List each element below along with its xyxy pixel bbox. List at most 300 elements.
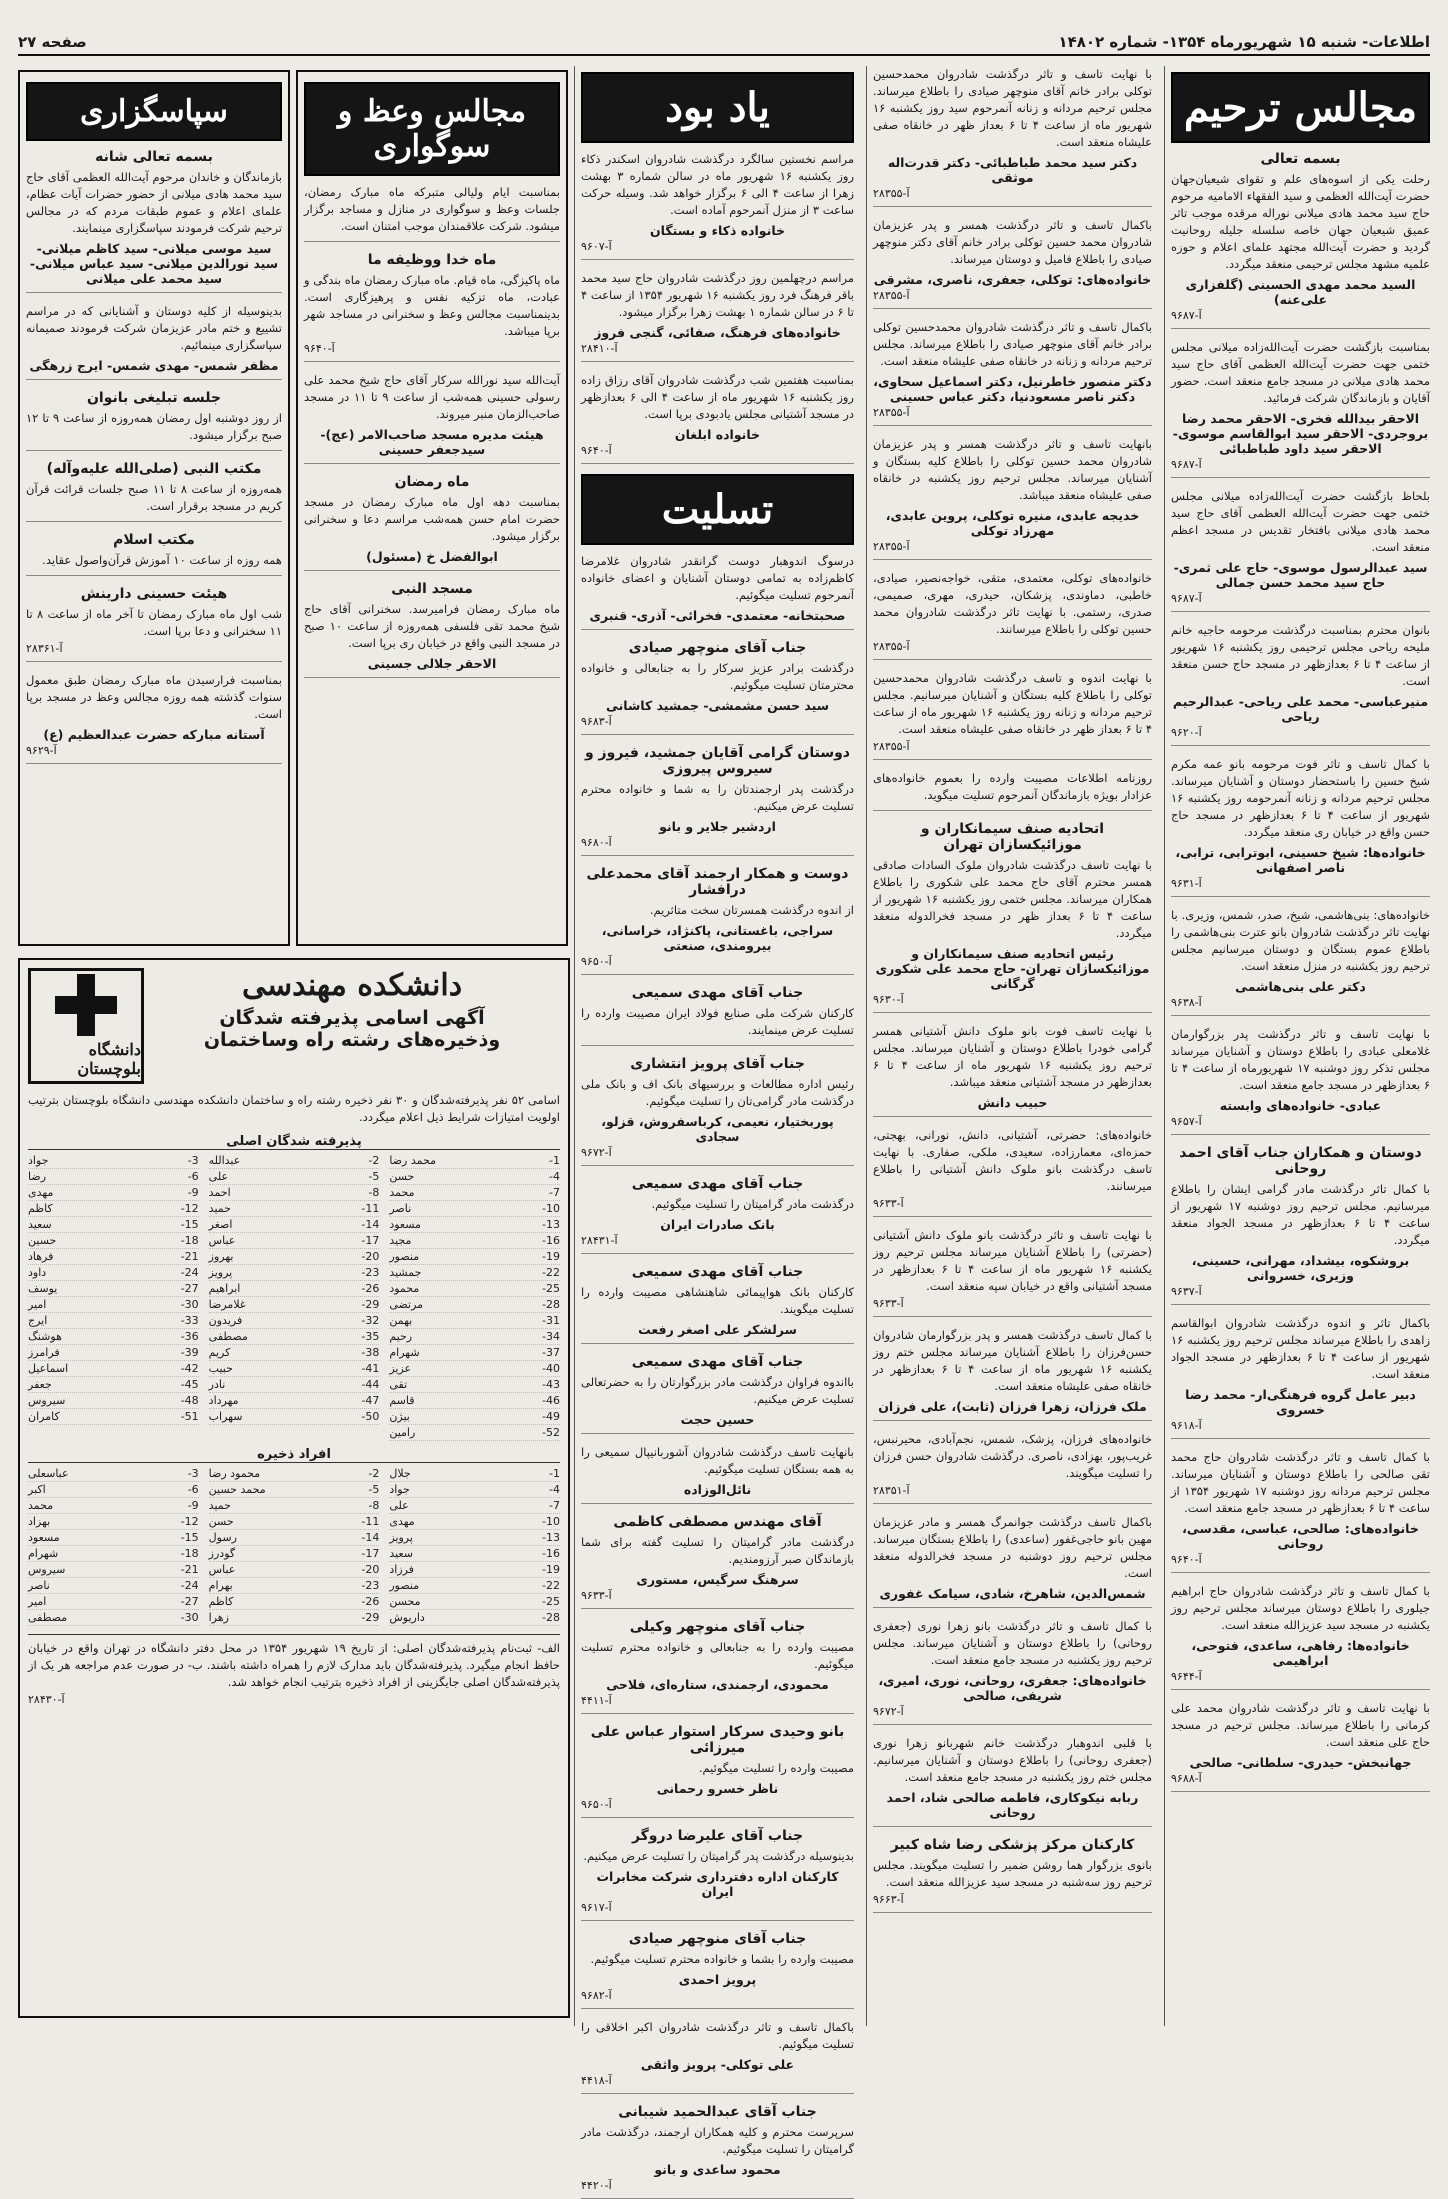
notice-signature: خانواده‌های: توکلی، جعفری، ناصری، مشرقی [873,272,1152,287]
notice [26,390,282,451]
notice-signature: خانواده‌های: صالحی، عباسی، مقدسی، روحانی [1182,1521,1419,1551]
row-number: 20- [361,1563,380,1576]
notice-code: آ-۲۸۳۵۵ [873,289,910,302]
person-name: بهرام [208,1579,233,1592]
notice-title: جناب آقای منوچهر صیادی [628,640,807,656]
person-name: قاسم [389,1394,415,1407]
notice-body: با کمال تاسف و تاثر درگذشت شادروان حاج ابراهیم جیلوری را باطلاع دوستان میرساند مجلس ترحیم روز یکشنبه در مسجد سید عزیزالله منعقد است. [1171,1584,1430,1632]
notice-code: آ-۹۶۳۳ [581,1589,612,1602]
name-row [28,1329,199,1345]
notice-body: خانواده‌های فرزان، پزشک، شمس، نجم‌آبادی، محیرنبس، غریب‌پور، بهزادی، ناصری. درگذشت شادروان حسن فرزان را تسلیت میگویند. [873,1432,1152,1480]
person-name: جمشید [389,1266,422,1279]
person-name: کامران [28,1410,60,1423]
notice-body: درگذشت پدر ارجمندتان را به شما و خانواده محترم تسلیت عرض میکنیم. [581,782,854,813]
notice-signature: پرویز احمدی [678,1972,757,1987]
notice-code: آ-۹۶۳۳ [873,1197,904,1210]
person-name: بیژن [389,1410,410,1423]
row-number: 2- [368,1467,380,1480]
notice [581,1828,854,1921]
notice [581,2019,854,2094]
person-name: حسن [208,1515,234,1528]
name-row [28,1393,199,1409]
person-name: مجید [389,1234,412,1247]
notice-body: رئیس اداره مطالعات و بررسیهای بانک اف و بانک ملی درگذشت مادر گرامی‌تان را تسلیت میگوئیم. [581,1077,854,1108]
person-name: شهرام [389,1346,420,1359]
notice-code: آ-۴۴۱۸ [581,2074,612,2087]
row-number: 23- [361,1266,380,1279]
name-row [389,1425,560,1441]
row-number: 24- [180,1266,199,1279]
notice-title: مکتب اسلام [113,532,195,548]
name-row [209,1466,380,1482]
row-number: 12- [180,1515,199,1528]
notice-title: اتحادیه صنف سیمانکاران و موزائیکسازان تهران [920,821,1105,853]
row-number: 14- [361,1531,380,1544]
person-name: بهمن [389,1314,413,1327]
notice [26,586,282,662]
notice-body: با نهایت تاسف و تاثر درگذشت بانو ملوک دانش آشتیانی (حضرتی) را باطلاع آشنایان میرساند مجلس ترحیم روز یکشنبه ۱۶ شهریور ماه از ساعت ۴ تا ۶ بعدازظهر در مسجد آشتیانی واقع در خیابان سپه منعقد است. [873,1228,1153,1293]
person-name: سعید [28,1218,52,1231]
notice-signature: الاحقر بیدالله فخری- الاحقر محمد رضا بروجردی- الاحقر سید ابوالقاسم موسوی- الاحقر سید داود طباطبائی [1172,411,1429,456]
row-number: 18- [180,1547,199,1560]
person-name: داود [28,1266,47,1279]
notice [26,672,282,764]
person-name: محمود رضا [208,1467,261,1480]
name-row [389,1329,560,1345]
name-row [389,1249,560,1265]
row-number: 18- [180,1234,199,1247]
notice-signature: رئیس اتحادیه صنف سیمانکاران و موزائیکسازان تهران- حاج محمد علی شکوری گرگانی [875,946,1150,991]
column-vaz [296,70,568,946]
notice-signature: صحبتخانه- معتمدی- فخرائی- آذری- قنبری [589,608,846,623]
notice-signature: منیرعباسی- محمد علی ریاحی- عبدالرحیم ریاحی [1172,694,1429,724]
notice-signature: دکتر علی بنی‌هاشمی [1235,979,1366,994]
notice-body: بااندوه فراوان درگذشت مادر بزرگوارتان را به حضرتعالی تسلیت عرض میکنیم. [581,1375,854,1406]
ad-code: آ-۲۸۴۳۰ [28,1693,65,1706]
ad-subtitle-2: وذخیره‌های رشته راه وساختمان [203,1029,501,1051]
notice [1171,488,1430,612]
notice-signature: الاحقر جلالی جسینی [367,656,497,671]
running-header [18,30,1430,56]
name-row [209,1153,380,1169]
notice-signature: ناظر خسرو رحمانی [656,1781,779,1796]
notice [304,252,560,362]
notice-code: آ-۲۸۳۵۵ [873,640,910,653]
notice-body: باکمال تاسف و تاثر درگذشت همسر و پدر عزیزمان شادروان محمد حسین توکلی برادر خانم آقای دکتر منوچهر صیادی را باطلاع فامیل و دوستان میرساند. [873,218,1152,266]
notice [26,461,282,522]
notice-body: مراسم نخستین سالگرد درگذشت شادروان اسکندر ذکاء روز یکشنبه ۱۶ شهریور ماه در سالن شماره ۳ بهشت زهرا از ساعت ۴ الی ۶ برگزار خواهد شد. وسیله حرکت ساعت ۳ از منزل آنمرحوم آماده است. [581,152,855,217]
name-row [209,1313,380,1329]
name-row [209,1361,380,1377]
notice-body: خانواده‌های توکلی، معتمدی، متقی، خواجه‌نصیر، صیادی، خاطبی، دماوندی، پزشکان، حیدری، مهری، صمیمی، صدری، رستمی. با نهایت تاثر درگذشت شادروان محمد حسین توکلی را باطلاع میرسانند. [873,571,1152,636]
notice-body: با نهایت تاسف درگذشت شادروان ملوک السادات صادقی همسر محترم آقای حاج محمد علی شکوری را باطلاع همکاران میرساند. مجلس ختمی روز یکشنبه ۱۶ شهریور از ساعت ۴ تا ۶ بعداز ظهر در مسجد فخرالدوله منعقد میگردد. [873,858,1153,940]
row-number: 1- [549,1154,560,1167]
notice-code: آ-۹۶۰۷ [581,240,612,253]
person-name: حسن [389,1170,415,1183]
notice-title: جناب آقای مهدی سمیعی [631,1354,804,1370]
notice-signature: ربابه نیکوکاری، فاطمه صالحی شاد، احمد روحانی [886,1790,1139,1820]
notice-code: آ-۹۶۵۰ [581,1798,612,1811]
notice-body: مصیبت وارده را تسلیت میگوئیم. [698,1761,854,1775]
row-number: 7- [549,1186,560,1199]
row-number: 5- [368,1483,380,1496]
person-name: ابراهیم [208,1282,241,1295]
person-name: فریدون [208,1314,243,1327]
row-number: 16- [542,1234,560,1247]
name-row [209,1169,380,1185]
row-number: 21- [180,1250,199,1263]
notice [873,436,1152,560]
row-number: 29- [361,1611,380,1624]
notice-body: از اندوه درگذشت همسرتان سخت متاثریم. [649,903,854,917]
row-number: 9- [187,1186,199,1199]
notice [581,1176,854,1254]
row-number: 38- [361,1346,380,1359]
notice-title: جناب آقای مهدی سمیعی [631,1264,804,1280]
notice [873,1127,1152,1217]
person-name: رسول [208,1531,237,1544]
notice-title: دوست و همکار ارجمند آقای محمدعلی درافشار [586,866,849,898]
name-row [389,1546,560,1562]
name-row [209,1329,380,1345]
notice-code: آ-۹۶۴۰ [1171,1553,1202,1566]
name-row [209,1514,380,1530]
name-row [209,1265,380,1281]
row-number: 11- [361,1515,380,1528]
notice-signature: کارکنان اداره دفترداری شرکت مخابرات ایران [596,1869,839,1899]
notice-body: بدینوسیله درگذشت پدر گرامیتان را تسلیت عرض میکنیم. [583,1849,854,1863]
row-number: 44- [361,1378,380,1391]
notice-body: بانهایت تاسف درگذشت شادروان آشوربانیپال سمیعی را به همه بستگان تسلیت میگوئیم. [581,1445,854,1476]
person-name: مصطفی [28,1611,68,1624]
person-name: سعید [389,1547,413,1560]
ad-intro: اسامی ۵۲ نفر پذیرفته‌شدگان و ۳۰ نفر ذخیره رشته راه و ساختمان دانشکده مهندسی دانشگاه بلوچستان بترتیب اولویت امتیازات شرایط ذیل اعلام میگردد. [28,1093,560,1124]
notice-signature: دبیر عامل گروه فرهنگی‌ار- محمد رضا خسروی [1185,1387,1416,1417]
person-name: سیروس [28,1563,66,1576]
row-number: 49- [542,1410,560,1423]
notice-code: آ-۲۸۳۵۵ [873,406,910,419]
name-row [209,1393,380,1409]
notice-signature: حسین حجت [680,1412,755,1427]
notice-title: جناب آقای پرویز انتشاری [630,1056,805,1072]
row-number: 36- [180,1330,199,1343]
person-name: جلال [389,1467,411,1480]
notice-title: دوستان گرامی آقایان جمشید، فیروز و سیروس پیروزی [584,745,850,777]
person-name: کاظم [28,1202,53,1215]
notice [581,151,854,260]
notice-body: کارکنان بانک هواپیمائی شاهنشاهی مصیبت وارده را تسلیت میگویند. [581,1285,854,1316]
name-row [28,1546,199,1562]
person-name: کاظم [208,1595,234,1608]
notice-body: با نهایت اندوه و تاسف درگذشت شادروان محمدحسین توکلی را باطلاع کلیه بستگان و آشنایان میرسانیم. مجلس ترحیم مردانه و زنانه روز یکشنبه ۱۶ شهریور ماه از ساعت ۴ تا ۶ بعداز ظهر در خانقاه صفی علیشاه منعقد است. [873,671,1152,736]
row-number: 27- [180,1282,199,1295]
notice-code: آ-۹۶۷۲ [873,1705,904,1718]
notice-signature: شمس‌الدین، شاهرخ، شادی، سیامک غفوری [879,1586,1146,1601]
notice [581,1619,854,1714]
row-number: 26- [361,1595,380,1608]
person-name: اسماعیل [28,1362,69,1375]
person-name: داریوش [389,1611,425,1624]
person-name: فرزاد [389,1563,414,1576]
notice-title: آقای مهندس مصطفی کاظمی [613,1514,822,1530]
name-row [28,1153,199,1169]
name-row [28,1265,199,1281]
notice [26,532,282,576]
notice-body: بانوی بزرگوار هما روشن ضمیر را تسلیت میگویند. مجلس ترحیم روز سه‌شنبه در مسجد سید عزیزالله منعقد است. [873,1858,1152,1889]
name-row [28,1281,199,1297]
notice [873,1327,1152,1421]
notice-code: آ-۹۶۸۳ [581,715,612,728]
notice-code: آ-۴۴۲۰ [581,2179,612,2192]
name-row [209,1345,380,1361]
row-number: 13- [542,1531,560,1544]
row-number: 16- [542,1547,560,1560]
person-name: منصور [389,1579,420,1592]
row-number: 27- [180,1595,199,1608]
name-row [389,1201,560,1217]
person-name: محمود [389,1282,420,1295]
ad-subtitle-1: آگهی اسامی پذیرفته شدگان [219,1007,485,1029]
person-name: پرویز [389,1531,413,1544]
notice-body: مصیبت وارده را بشما و خانواده محترم تسلیت میگوئیم. [590,1952,854,1966]
notice [1171,622,1430,746]
row-number: 8- [368,1186,380,1199]
notice-signature: عبادی- خانواده‌های وابسته [1219,1098,1382,1113]
person-name: نادر [208,1378,226,1391]
notice-body: همه روزه از ساعت ۱۰ آموزش قرآن‌واصول عقاید. [42,553,282,567]
person-name: حسین [28,1234,57,1247]
name-row [28,1498,199,1514]
row-number: 31- [542,1314,560,1327]
notice [304,474,560,571]
notice-code: آ-۹۶۳۰ [873,993,904,1006]
notice-signature: دکتر منصور خاطرنیل، دکتر اسماعیل سحاوی، دکتر ناصر مسعودنیا، دکتر عباس حسینی [873,374,1152,404]
notice-body: آیت‌الله سید نورالله سرکار آقای حاج شیخ محمد علی رسولی حسینی همه‌شب از ساعت ۹ تا ۱۱ در مسجد صاحب‌الزمان منبر میروند. [304,373,560,421]
name-row [389,1313,560,1329]
notice-signature: پوربختیار، نعیمی، کرباسفروش، قزلو، سجادی [601,1114,834,1144]
name-row [209,1482,380,1498]
notice-body: باکمال تاسف و تاثر درگذشت شادروان محمدحسین توکلی برادر خانم آقای منوچهر صیادی را باطلاع میرساند. مجلس ترحیم مردانه و زنانه در خانقاه صفی علیشاه منعقد است. [873,320,1152,368]
person-name: سیروس [28,1394,66,1407]
notice-body: سرپرست محترم و کلیه همکاران ارجمند، درگذشت مادر گرامیتان را تسلیت میگوئیم. [581,2125,854,2156]
person-name: فرامرز [28,1346,60,1359]
person-name: مهرداد [208,1394,239,1407]
notice-title: جناب آقای علیرضا دروگر [631,1828,804,1844]
notice [873,1837,1152,1913]
notice [581,985,854,1046]
notice-code: آ-۹۶۵۷ [1171,1115,1202,1128]
notice-signature: دکتر سید محمد طباطبائی- دکتر قدرت‌اله موثقی [887,155,1138,185]
notice-signature: هیئت مدیره مسجد صاحب‌الامر (عج)- سیدجعفر حسینی [320,427,544,457]
name-row [389,1153,560,1169]
name-row [209,1530,380,1546]
notice-body: با کمال تاسف درگذشت همسر و پدر بزرگوارمان شادروان حسن‌فرزان را باطلاع آشنایان میرساند مجلس ختم روز یکشنبه ۱۶ شهریور ماه از ساعت ۴ تا ۶ بعدازظهر در خانقاه صفی علیشاه منعقد است. [873,1328,1153,1393]
notice-code: آ-۹۶۲۹ [26,744,57,757]
row-number: 2- [368,1154,380,1167]
name-row [389,1185,560,1201]
name-row [389,1530,560,1546]
row-number: 13- [542,1218,560,1231]
admitted-section-title: پذیرفته شدگان اصلی [28,1134,560,1150]
issue-info: اطلاعات- شنبه ۱۵ شهریورماه ۱۳۵۴- شماره ۱۴۸۰۲ [1058,33,1430,51]
name-row [389,1169,560,1185]
notice-title: هیئت حسینی دارینش [80,586,228,602]
name-row [28,1377,199,1393]
person-name: محمد [389,1186,415,1199]
row-number: 3- [187,1467,199,1480]
notice-signature: ابوالفضل خ (مسئول) [366,549,498,564]
name-row [389,1217,560,1233]
notice [873,670,1152,760]
notice-body: با نهایت تاسف و تاثر درگذشت شادروان محمدحسین توکلی برادر خانم آقای منوچهر صیادی را باطلاع میرساند. مجلس ترحیم مردانه و زنانه آنمرحوم سید روز یکشنبه ۱۶ شهریور ماه از ساعت ۴ تا ۶ بعداز ظهر در خانقاه صفی علیشاه منعقد است. [873,67,1152,149]
notice [1171,756,1430,897]
notice [581,1444,854,1504]
row-number: 11- [361,1202,380,1215]
name-row [28,1345,199,1361]
notice [581,553,854,630]
person-name: محمد حسین [208,1483,266,1496]
row-number: 19- [542,1250,560,1263]
name-row [389,1514,560,1530]
person-name: پرویز [208,1266,233,1279]
row-number: 17- [361,1234,380,1247]
row-number: 39- [180,1346,199,1359]
notice-body: با نهایت تاسف و تاثر درگذشت شادروان محمد علی کرمانی را باطلاع میرساند. مجلس ترحیم در مسجد حاج علی منعقد است. [1171,1701,1430,1749]
notice [26,303,282,380]
row-number: 43- [542,1378,560,1391]
notice-code: آ-۹۶۴۰ [304,342,335,355]
notice-signature: سراجی، باغستانی، پاکنژاد، خراسانی، بیرومندی، صنعتی [601,923,834,953]
name-row [389,1377,560,1393]
name-row [209,1217,380,1233]
name-row [28,1562,199,1578]
person-name: عباسعلی [28,1467,69,1480]
notice-body: درگذشت برادر عزیز سرکار را به جنابعالی و خانواده محترمتان تسلیت میگوئیم. [581,661,854,692]
person-name: علی [208,1170,229,1183]
notice-body: خانواده‌های: حضرتی، آشتیانی، دانش، نورانی، بهجتی، حمزه‌ای، معمارزاده، سعیدی، ملکی، صفاری. با نهایت تاسف درگذشت بانو ملوک دانش آشتیانی را باطلاع میرسانند. [873,1128,1152,1193]
row-number: 28- [542,1298,560,1311]
row-number: 17- [361,1547,380,1560]
notice-code: آ-۹۶۴۴ [1171,1670,1202,1683]
person-name: کریم [208,1346,231,1359]
row-number: 10- [542,1515,560,1528]
notice [581,2104,854,2199]
notice-body: مصیبت وارده را به جنابعالی و خانواده محترم تسلیت میگوئیم. [581,1640,854,1671]
notice [873,1618,1152,1725]
notice-title: جناب آقای منوچهر وکیلی [629,1619,806,1635]
notice-title: بانو وحیدی سرکار استوار عباس علی میرزائی [590,1724,845,1756]
name-row [209,1578,380,1594]
row-number: 4- [549,1170,560,1183]
notice-code: آ-۹۶۴۰ [581,444,612,457]
name-row [28,1201,199,1217]
person-name: عباس [208,1563,236,1576]
notice [873,1227,1152,1317]
person-name: ناصر [28,1579,50,1592]
row-number: 22- [542,1266,560,1279]
notice-code: آ-۹۶۸۸ [1171,1772,1202,1785]
notice-signature: خانواده‌های: جعفری، روحانی، نوری، امیری، شریفی، صالحی [878,1673,1147,1703]
notice-body: بمناسبت هفتمین شب درگذشت شادروان آقای رزاق زاده روز یکشنبه ۱۶ شهریور ماه از ساعت ۴ الی ۶ بعدازظهر در مسجد آشتیانی مجلس یادبودی برپا است. [581,373,854,421]
row-number: 47- [361,1394,380,1407]
cross-emblem-icon [55,974,117,1036]
name-row [28,1530,199,1546]
name-row [28,1610,199,1626]
name-row [209,1546,380,1562]
person-name: تقی [389,1378,408,1391]
row-number: 9- [187,1499,199,1512]
name-row [389,1361,560,1377]
row-number: 8- [368,1499,380,1512]
ad-heading [144,968,560,1051]
notice-signature: حبیب دانش [977,1095,1048,1110]
ad-footer: الف- ثبت‌نام پذیرفته‌شدگان اصلی: از تاریخ ۱۹ شهریور ۱۳۵۴ در محل دفتر دانشگاه در تهران واقع در خیابان حافظ انجام میگیرد. پذیرفته‌شدگان باید مدارک لازم را همراه داشته باشند. ب- در صورت عدم مراجعه هر یک از پذیرفته‌شدگان اصلی جایگزینی از افراد ذخیره بترتیب انجام خواهد شد. [28,1634,560,1691]
notice-body: با کمال تاسف و تاثر درگذشت شادروان حاج محمد تقی صالحی را باطلاع دوستان و آشنایان میرساند. مجلس ترحیم مردانه روز دوشنبه ۱۷ شهریور ۱۳۵۴ از ساعت ۴ تا ۶ بعدازظهر در مسجد جامع منعقد است. [1171,1450,1430,1515]
notice-body: با کمال تاثر درگذشت مادر گرامی ایشان را باطلاع میرسانیم. مجلس ترحیم روز دوشنبه ۱۷ شهریور از ساعت ۴ تا ۶ بعدازظهر در مسجد الجواد منعقد میگردد. [1171,1182,1431,1247]
notice-signature: سرهنگ سرگیس، مستوری [636,1572,799,1587]
notice-code: آ-۲۸۳۵۵ [873,740,910,753]
notice-signature: مظفر شمس- مهدی شمس- ایرج زرهگی [29,358,279,373]
notice-body: با کمال تاسف و تاثر درگذشت بانو زهرا نوری (جعفری روحانی) را باطلاع دوستان و آشنایان میرساند. مجلس ترحیم روز یکشنبه در مسجد جامع منعقد است. [873,1619,1152,1667]
notice-code: آ-۹۶۱۷ [581,1901,612,1914]
name-row [389,1610,560,1626]
notice [1171,1583,1430,1690]
person-name: اصغر [208,1218,233,1231]
notice-body: شب اول ماه مبارک رمضان تا آخر ماه از ساعت ۸ تا ۱۱ سخنرانی و دعا برپا است. [26,607,282,638]
notice-signature: بانک صادرات ایران [660,1217,775,1232]
row-number: 1- [549,1467,560,1480]
row-number: 29- [361,1298,380,1311]
notice-code: آ-۲۸۳۵۵ [873,187,910,200]
notice [581,866,854,975]
name-row [28,1578,199,1594]
notice-signature: اردشیر جلایر و بانو [659,819,776,834]
notice [1171,1145,1430,1305]
notice-code: آ-۹۶۸۷ [1171,458,1202,471]
notice-body: ماه پاکیزگی، ماه قیام. ماه مبارک رمضان ماه بندگی و عبادت، ماه تزکیه نفس و پرهیزگاری است. بدینمناسبت مجالس وعظ و سخنرانی در مساجد شهر برپا میباشد. [304,273,560,338]
name-row [209,1185,380,1201]
notice-body: همه‌روزه از ساعت ۸ تا ۱۱ صبح جلسات قرائت قرآن کریم در مسجد برقرار است. [26,482,282,513]
notice-body: ماه مبارک رمضان فرامیرسد. سخنرانی آقای حاج شیخ محمد تقی فلسفی همه‌روزه از ساعت ۱۰ صبح در مسجد النبی واقع در خیابان ری برپا است. [304,602,560,650]
notice-code: آ-۹۶۸۷ [1171,309,1202,322]
person-name: مهدی [389,1515,415,1528]
notice-title: جناب آقای مهدی سمیعی [631,985,804,1001]
name-row [28,1249,199,1265]
notice [581,1724,854,1818]
row-number: 37- [542,1346,560,1359]
notice-code: آ-۹۶۶۳ [873,1893,904,1906]
column-yadbud-taslit [574,66,860,2192]
person-name: محمد [28,1499,54,1512]
notice-title: کارکنان مرکز پزشکی رضا شاه کبیر [890,1837,1135,1853]
notice-body: با نهایت تاسف فوت بانو ملوک دانش آشتیانی همسر گرامی خودرا باطلاع دوستان و آشنایان میرساند. مجلس ترحیم روز یکشنبه ۱۶ شهریور ماه از ساعت ۴ تا ۶ بعدازظهر در مسجد آشتیانی منعقد میباشد. [873,1024,1152,1089]
university-logo [28,968,144,1084]
notice [873,1431,1152,1504]
row-number: 6- [187,1483,199,1496]
row-number: 7- [549,1499,560,1512]
notice [304,581,560,678]
notice-body: خانواده‌های: بنی‌هاشمی، شیخ، صدر، شمس، وزیری. با نهایت تاثر درگذشت شادروان بانو عترت بنی‌هاشمی را باطلاع عموم بستگان و دوستان میرسانیم مجلس ترحیم روز یکشنبه در منزل منعقد است. [1171,908,1430,973]
name-row [389,1297,560,1313]
person-name: جواد [28,1154,49,1167]
notice-body: مراسم درچهلمین روز درگذشت شادروان حاج سید محمد باقر فرهنگ فرد روز یکشنبه ۱۶ شهریور ۱۳۵۴ از ساعت ۴ تا ۶ در سالن شماره ۱ بهشت زهرا برگزار میشود. [581,271,854,319]
notice-code: آ-۲۸۴۳۱ [581,1234,618,1247]
person-name: مرتضی [389,1298,424,1311]
name-row [389,1265,560,1281]
notice-signature: محمودی، ارجمندی، ستاره‌ای، فلاحی [606,1677,829,1692]
notice [873,66,1152,207]
name-row [28,1594,199,1610]
